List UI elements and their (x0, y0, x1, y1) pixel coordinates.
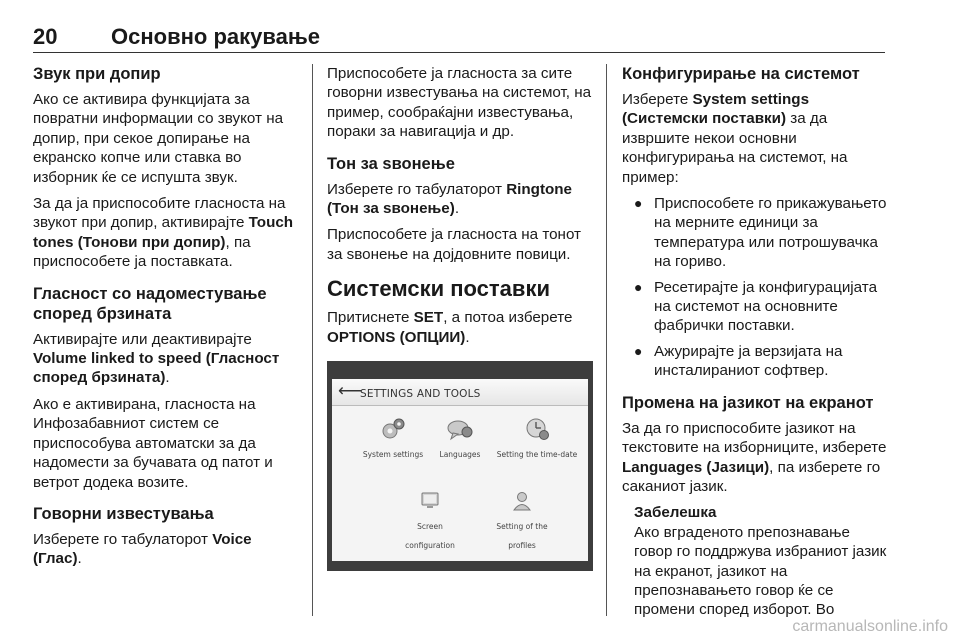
column-divider (606, 64, 607, 616)
menu-term: Ringtone (Тон за ѕвонење) (327, 180, 573, 218)
settings-screen (332, 379, 588, 561)
time-date-tile (494, 417, 580, 464)
bullet-dot-icon: ● (634, 278, 643, 295)
section-heading: Звук при допир (33, 65, 161, 83)
section-heading: Тон за ѕвонење (327, 154, 455, 173)
column-3 (622, 64, 888, 632)
paragraph: Ако е активирана, гласноста на Инфозабавниот систем се приспособува автоматски за да надомести за бучавата од патот и ветрот додека возите. (33, 395, 273, 491)
clock-icon (522, 417, 552, 441)
menu-term: System settings (Системски поставки) (622, 91, 810, 128)
section-heading: Говорни известувања (33, 504, 214, 523)
paragraph: Ако се активира функцијата за повратни информации со звукот на допир, при секое допирање на екранско копче или ставка во изборник ќе се испушта звук. (33, 91, 284, 186)
paragraph: Активирајте или деактивирајте Volume linked to speed (Гласност според брзината). (33, 330, 280, 387)
bullet-list (622, 194, 888, 381)
paragraph: Изберете го табулаторот Voice (Глас). (33, 530, 252, 568)
section-heading: Конфигурирање на системот (622, 65, 860, 83)
gear-icon (378, 417, 408, 441)
section-heading: Гласност со надоместување според брзината (33, 284, 267, 323)
list-item: ● Ресетирајте ја конфигурацијата на системот на основните фабрички поставки. (634, 278, 878, 335)
list-item: ● Приспособете го прикажувањето на мерните единици за температура или потрошувачка на гориво. (634, 195, 887, 271)
menu-term: Volume linked to speed (Гласност според брзината) (33, 350, 280, 387)
column-divider (312, 64, 313, 616)
back-arrow-icon: ⟵ (338, 381, 363, 401)
section-heading: Промена на јазикот на екранот (622, 393, 874, 412)
chapter-heading: Системски поставки (327, 276, 550, 302)
paragraph: Изберете го табулаторот Ringtone (Тон за ѕвонење). (327, 180, 573, 218)
note-title: Забелешка (634, 504, 717, 522)
section-speed-volume (33, 284, 299, 492)
page-number: 20 (33, 24, 58, 49)
page-header (33, 22, 885, 53)
settings-screenshot-figure (327, 361, 593, 571)
system-settings-tile (362, 417, 424, 464)
section-touch-tones (33, 64, 299, 272)
profiles-tile (482, 489, 562, 556)
bullet-dot-icon: ● (634, 195, 643, 212)
tile-label: Screen configuration (405, 522, 455, 551)
screen-configuration-tile (392, 489, 468, 556)
watermark: carmanualsonline.info (792, 618, 948, 635)
tile-label: System settings (362, 450, 424, 460)
bullet-dot-icon: ● (634, 342, 643, 359)
running-title: Основно ракување (111, 24, 320, 49)
list-item: ● Ажурирајте ја верзијата на инсталираниот софтвер. (634, 342, 843, 380)
paragraph: Приспособете ја гласноста за сите говорни известувања на системот, на пример, сообраќајни известувања, пораки за навигација и др. (327, 65, 592, 141)
column-2 (327, 64, 595, 571)
menu-term: Languages (Јазици) (622, 458, 770, 476)
settings-title: SETTINGS AND TOOLS (360, 388, 481, 401)
menu-term: OPTIONS (ОПЦИИ) (327, 328, 466, 346)
tile-label: Languages (439, 450, 481, 460)
tile-label: Setting of the profiles (496, 522, 548, 551)
paragraph: Притиснете SET, а потоа изберете OPTIONS (ОПЦИИ). (327, 309, 573, 346)
languages-tile (432, 417, 488, 464)
column-1 (33, 64, 299, 581)
settings-title-bar (332, 379, 588, 406)
note-text: Ако вграденото препознавање говор го поддржува избраниот јазик на екранот, јазикот на препознавањето говор ќе се промени според изборот. Во (634, 523, 887, 619)
note-box (634, 503, 888, 619)
person-icon (507, 489, 537, 513)
paragraph: Приспособете ја гласноста на тонот за ѕвонење на дојдовните повици. (327, 226, 582, 263)
tile-label: Setting the time-date (496, 450, 578, 460)
paragraph: За да ја приспособите гласноста на звукот при допир, активирајте Touch tones (Тонови при допир), па приспособете ја поставката. (33, 195, 294, 271)
section-language (622, 393, 888, 620)
paragraph: За да го приспособите јазикот на текстовите на изборниците, изберете Languages (Јазици), па изберете го саканиот јазик. (622, 419, 887, 495)
monitor-icon (415, 489, 445, 513)
speech-bubble-icon (445, 417, 475, 441)
paragraph: Изберете System settings (Системски поставки) за да извршите некои основни конфигурирања на системот, на пример: (622, 91, 848, 186)
section-system-config (622, 64, 888, 381)
section-voice (33, 504, 299, 569)
section-ringtone (327, 154, 595, 265)
menu-term: Touch tones (Тонови при допир) (33, 214, 294, 251)
button-term: SET (413, 309, 444, 327)
menu-term: Voice (Глас) (33, 530, 252, 568)
